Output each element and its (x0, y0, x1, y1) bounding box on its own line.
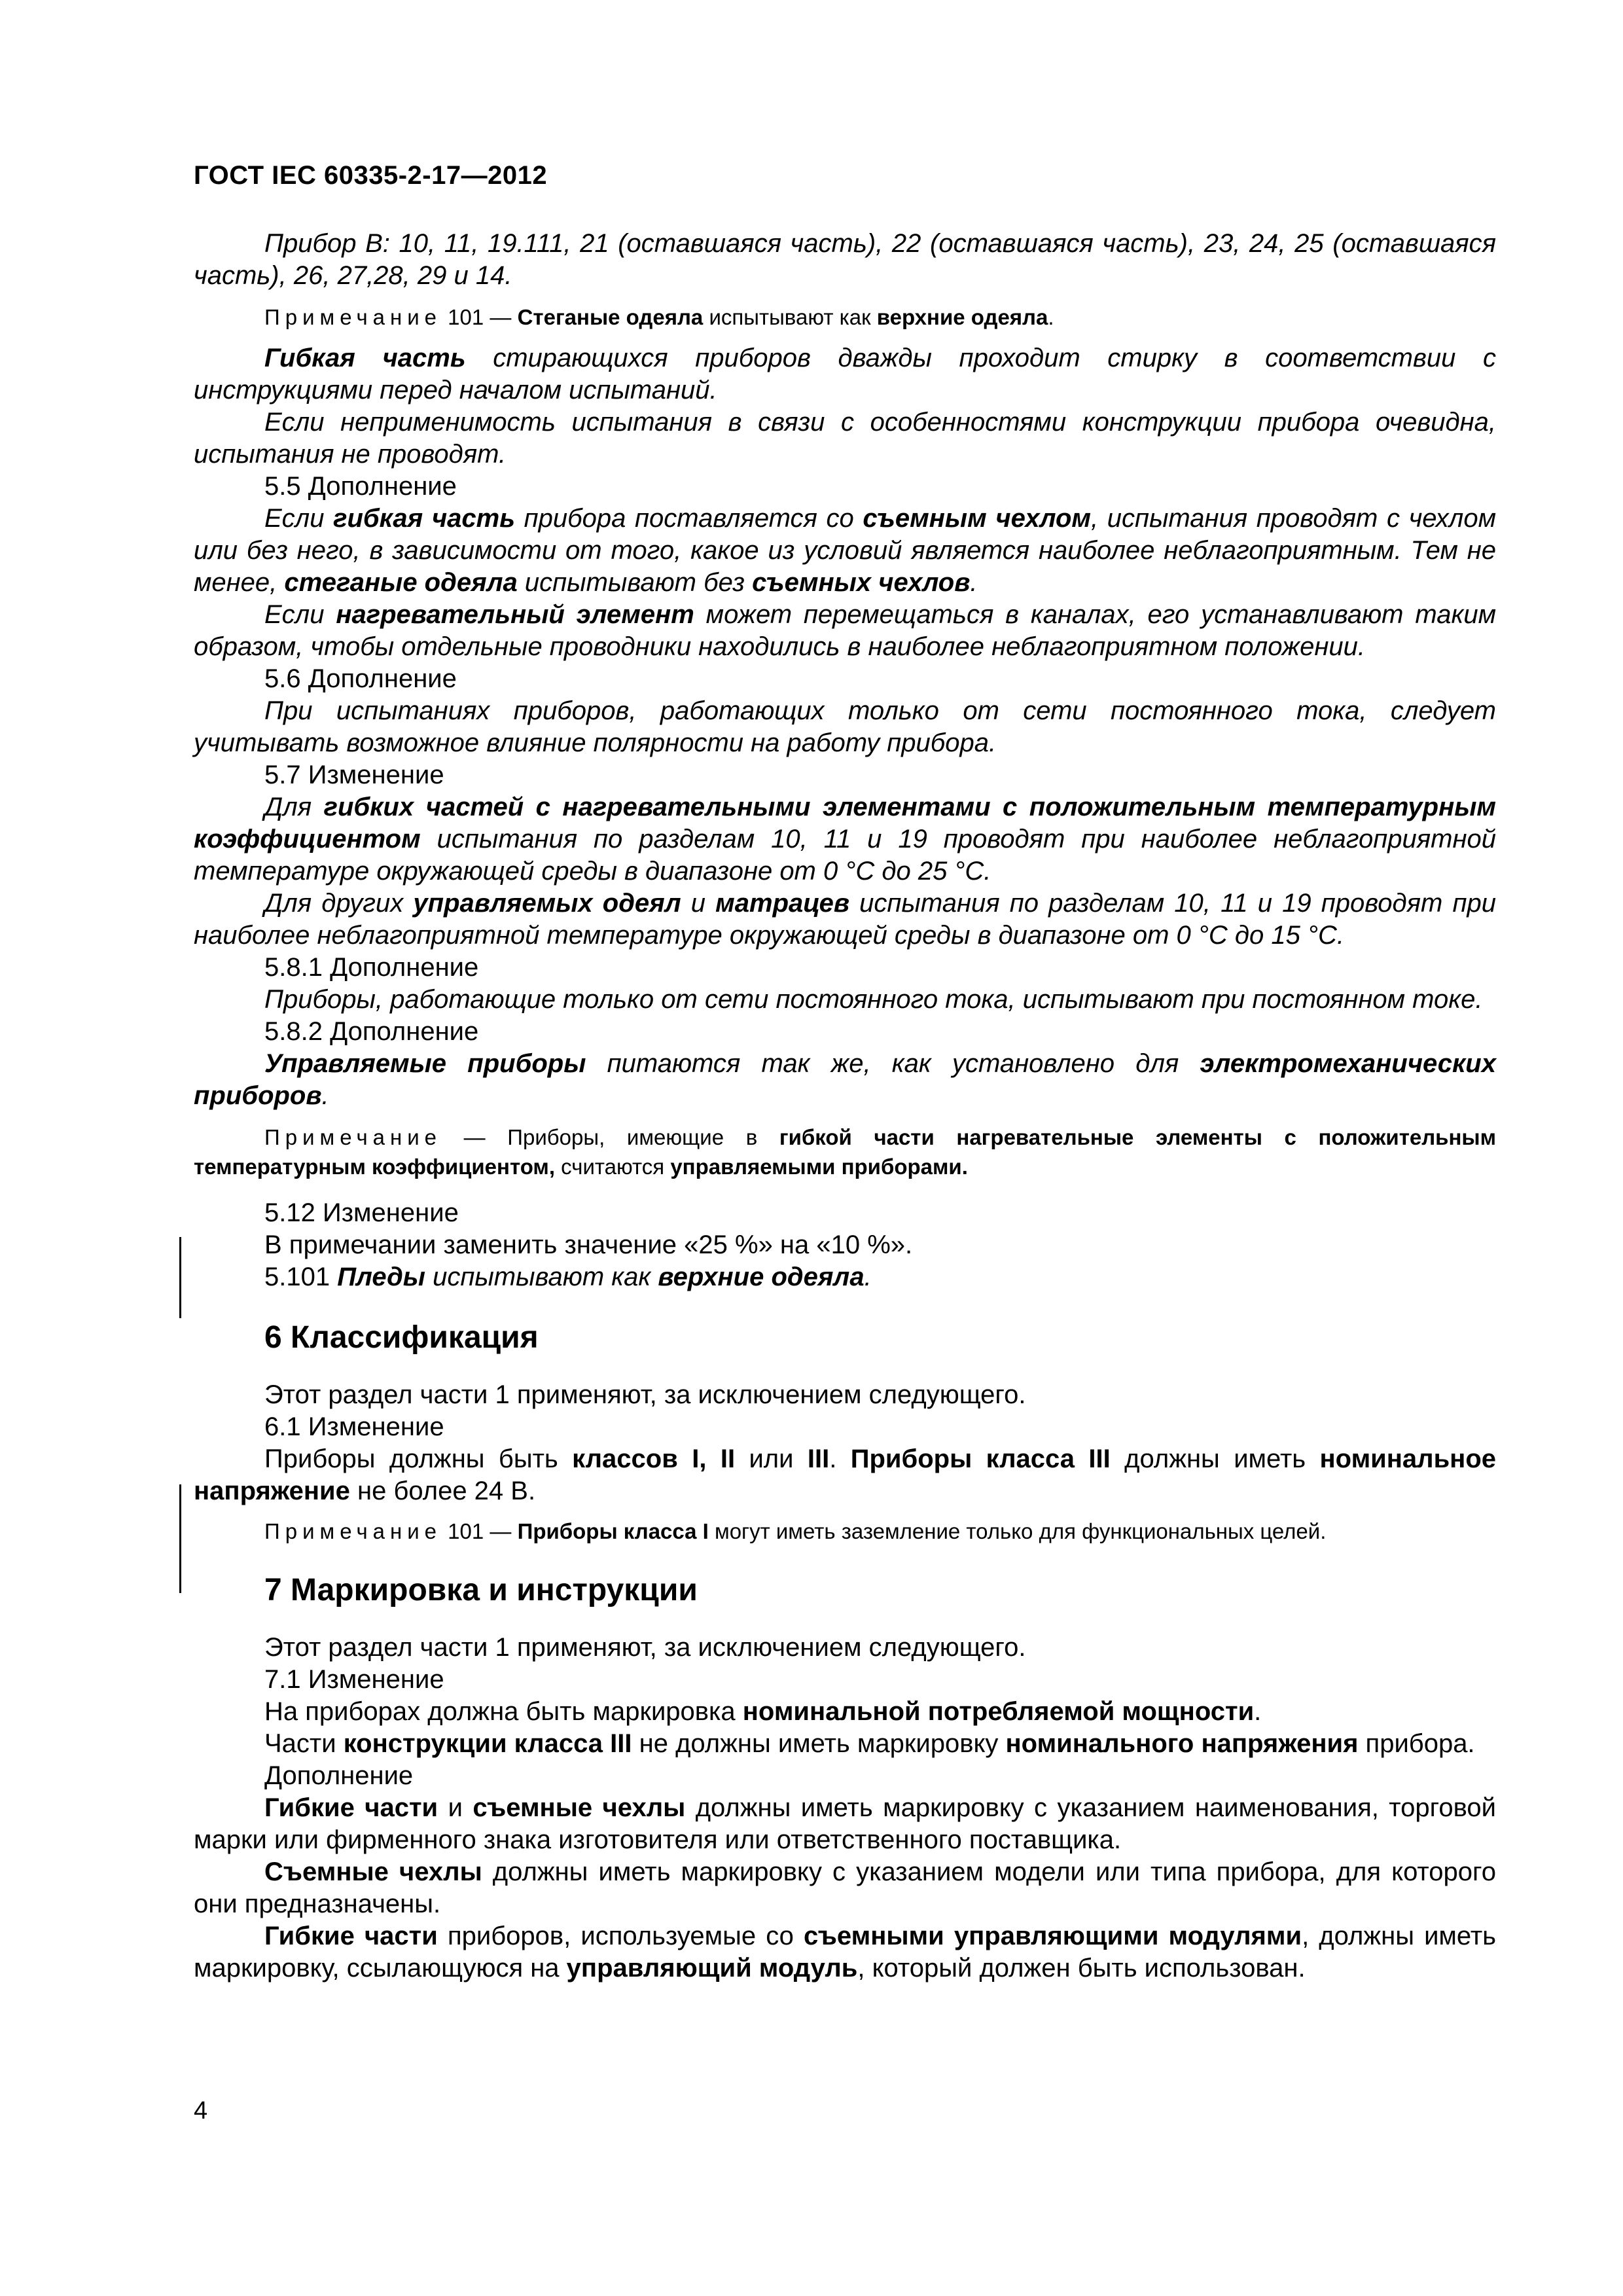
text-run: верхние одеяла (876, 305, 1048, 329)
clause-heading (194, 471, 1496, 503)
text-run: — Приборы, имеющие в (442, 1125, 779, 1149)
change-bar (179, 1237, 181, 1318)
text-run: . (864, 1263, 872, 1291)
paragraph (194, 1728, 1496, 1760)
text-run: питаются так же, как установлено для (586, 1049, 1200, 1078)
text-run: Пледы (337, 1263, 425, 1291)
text-run: Приборы должны быть (264, 1444, 573, 1473)
paragraph (194, 1792, 1496, 1856)
text-run: испытания по разделам 10, 11 и 19 проводят при наиболее неблагоприятной температуре окружающей среды в диапазоне от 0 °С до 15 °С. (194, 889, 1496, 950)
clause-heading (194, 1197, 1496, 1229)
paragraph (194, 1261, 1496, 1293)
text-run: испытывают как (703, 305, 877, 329)
paragraph (194, 1920, 1496, 1984)
clause-heading (194, 1664, 1496, 1696)
paragraph (194, 1760, 1496, 1792)
page-number: 4 (194, 2097, 208, 2125)
text-run: Гибкая часть (264, 344, 466, 372)
text-run: Управляемые приборы (264, 1049, 586, 1078)
paragraph (194, 342, 1496, 406)
text-run: съемных чехлов (752, 568, 971, 597)
text-run: испытания по разделам 10, 11 и 19 проводят при наиболее неблагоприятной температуре окружающей среды в диапазоне от 0 °С до 25 °С. (194, 825, 1496, 886)
text-run: 7 Маркировка и инструкции (264, 1573, 698, 1607)
document-header: ГОСТ IEC 60335-2-17—2012 (194, 161, 548, 190)
text-run: Примечание (264, 1125, 442, 1149)
text-run: 5.12 Изменение (264, 1198, 459, 1227)
text-run: 5.7 Изменение (264, 761, 444, 789)
text-run: Если неприменимость испытания в связи с особенностями конструкции прибора очевидна, испытания не проводят. (194, 408, 1496, 469)
paragraph (194, 695, 1496, 759)
paragraph (194, 599, 1496, 663)
text-run: не более 24 В. (349, 1477, 536, 1505)
text-run: съемными управляющими модулями (804, 1922, 1302, 1950)
change-bar (179, 1484, 181, 1593)
section-heading-6 (194, 1319, 1496, 1355)
text-run: Гибкие части (264, 1793, 438, 1822)
text-run: , испытания проводят с чехлом или без него, в зависимости от того, какое из условий является наиболее неблагоприятным. Тем не менее, (194, 504, 1496, 597)
paragraph (194, 888, 1496, 952)
text-run: . (1254, 1697, 1262, 1726)
text-run: стирающихся приборов дважды проходит стирку в соответствии с инструкциями перед началом испытаний. (194, 344, 1497, 404)
text-run: Стеганые одеяла (517, 305, 704, 329)
paragraph (194, 1229, 1496, 1261)
text-run: и (681, 889, 716, 918)
text-run: 101 — (442, 305, 518, 329)
text-run: должны иметь (1110, 1444, 1320, 1473)
text-run: Приборы класса III (850, 1444, 1111, 1473)
text-run: Части (264, 1729, 344, 1758)
paragraph (194, 1048, 1496, 1112)
text-run: съемным чехлом (863, 504, 1091, 533)
text-run: . (321, 1081, 329, 1110)
paragraph (194, 1632, 1496, 1664)
paragraph (194, 1379, 1496, 1411)
text-run: или (735, 1444, 808, 1473)
text-run: Примечание (264, 1519, 442, 1543)
text-run: стеганые одеяла (284, 568, 518, 597)
text-run: В примечании заменить значение «25 %» на «10 %». (264, 1230, 913, 1259)
text-run: не должны иметь маркировку (632, 1729, 1006, 1758)
text-run: управляющий модуль (566, 1954, 858, 1982)
note (194, 302, 1496, 332)
clause-heading (194, 759, 1496, 791)
paragraph (194, 503, 1496, 599)
text-run: верхние одеяла (658, 1263, 865, 1291)
text-run: Если (264, 504, 334, 533)
text-run: съемные чехлы (473, 1793, 686, 1822)
paragraph (194, 791, 1496, 888)
text-run: 5.8.2 Дополнение (264, 1017, 479, 1046)
text-run: 5.5 Дополнение (264, 472, 457, 501)
note (194, 1516, 1496, 1546)
text-run: электромеханических приборов (194, 1049, 1496, 1110)
clause-heading (194, 952, 1496, 984)
text-run: Если (264, 600, 336, 629)
clause-heading (194, 1411, 1496, 1443)
text-run: При испытаниях приборов, работающих только от сети постоянного тока, следует учитывать возможное влияние полярности на работу прибора. (194, 696, 1496, 757)
text-run: и (438, 1793, 473, 1822)
document-body (194, 228, 1496, 1984)
text-run: 6 Классификация (264, 1320, 539, 1355)
text-run: . (970, 568, 978, 597)
text-run: управляемыми приборами. (670, 1155, 968, 1179)
text-run: Этот раздел части 1 применяют, за исключением следующего. (264, 1633, 1026, 1662)
text-run: испытывают без (517, 568, 753, 597)
text-run: номинальной потребляемой мощности (742, 1697, 1255, 1726)
paragraph (194, 1856, 1496, 1920)
text-run: Прибор В: 10, 11, 19.111, 21 (оставшаяся часть), 22 (оставшаяся часть), 23, 24, 25 (оставшаяся часть), 26, 27,28, 29 и 14. (194, 229, 1496, 290)
section-heading-7 (194, 1572, 1496, 1608)
text-run: управляемых одеял (413, 889, 681, 918)
text-run: III (807, 1444, 830, 1473)
text-run: Этот раздел части 1 применяют, за исключением следующего. (264, 1380, 1026, 1409)
text-run: Примечание (264, 305, 442, 329)
text-run: Приборы, работающие только от сети постоянного тока, испытывают при постоянном токе. (264, 985, 1483, 1014)
text-run: Приборы класса I (517, 1519, 709, 1543)
text-run: 101 — (442, 1519, 518, 1543)
paragraph (194, 1443, 1496, 1507)
text-run: 6.1 Изменение (264, 1412, 444, 1441)
clause-heading (194, 1016, 1496, 1048)
text-run: конструкции класса III (343, 1729, 632, 1758)
text-run: приборов, используемые со (437, 1922, 804, 1950)
text-run: На приборах должна быть маркировка (264, 1697, 743, 1726)
note (194, 1122, 1496, 1181)
text-run: Съемные чехлы (264, 1857, 482, 1886)
text-run: прибора. (1358, 1729, 1475, 1758)
text-run: матрацев (715, 889, 849, 918)
text-run: Для (264, 793, 324, 821)
text-run: . (829, 1444, 851, 1473)
text-run: Гибкие части (264, 1922, 438, 1950)
text-run: номинальное напряжение (194, 1444, 1497, 1505)
text-run: могут иметь заземление только для функциональных целей. (708, 1519, 1327, 1543)
paragraph (194, 1696, 1496, 1728)
text-run: гибкая часть (333, 504, 515, 533)
paragraph (194, 984, 1496, 1016)
text-run: может перемещаться в каналах, его устанавливают таким образом, чтобы отдельные проводники находились в наиболее неблагоприятном положении. (194, 600, 1496, 661)
text-run: Для других (264, 889, 414, 918)
text-run: 5.8.1 Дополнение (264, 953, 479, 982)
text-run: 5.6 Дополнение (264, 664, 457, 693)
clause-heading (194, 663, 1496, 695)
text-run: Дополнение (264, 1761, 414, 1790)
text-run: 7.1 Изменение (264, 1665, 444, 1694)
text-run: должны иметь маркировку с указанием наименования, торговой марки или фирменного знака изготовителя или ответственного поставщика. (194, 1793, 1496, 1854)
text-run: прибора поставляется со (515, 504, 863, 533)
text-run: , который должен быть использован. (857, 1954, 1306, 1982)
text-run: считаются (555, 1155, 671, 1179)
text-run: гибкой части нагревательные элементы с положительным температурным коэффициентом, (194, 1125, 1496, 1179)
text-run: 5.101 (264, 1263, 338, 1291)
text-run: , должны иметь маркировку, ссылающуюся на (194, 1922, 1496, 1982)
text-run: гибких частей с нагревательными элементами с положительным температурным коэффициентом (194, 793, 1497, 853)
paragraph (194, 406, 1496, 471)
text-run: нагревательный элемент (336, 600, 694, 629)
text-run: номинального напряжения (1005, 1729, 1359, 1758)
text-run: испытывают как (425, 1263, 658, 1291)
text-run: . (1048, 305, 1054, 329)
paragraph (194, 228, 1496, 292)
text-run: классов I, II (572, 1444, 736, 1473)
text-run: должны иметь маркировку с указанием модели или типа прибора, для которого они предназначены. (194, 1857, 1496, 1918)
